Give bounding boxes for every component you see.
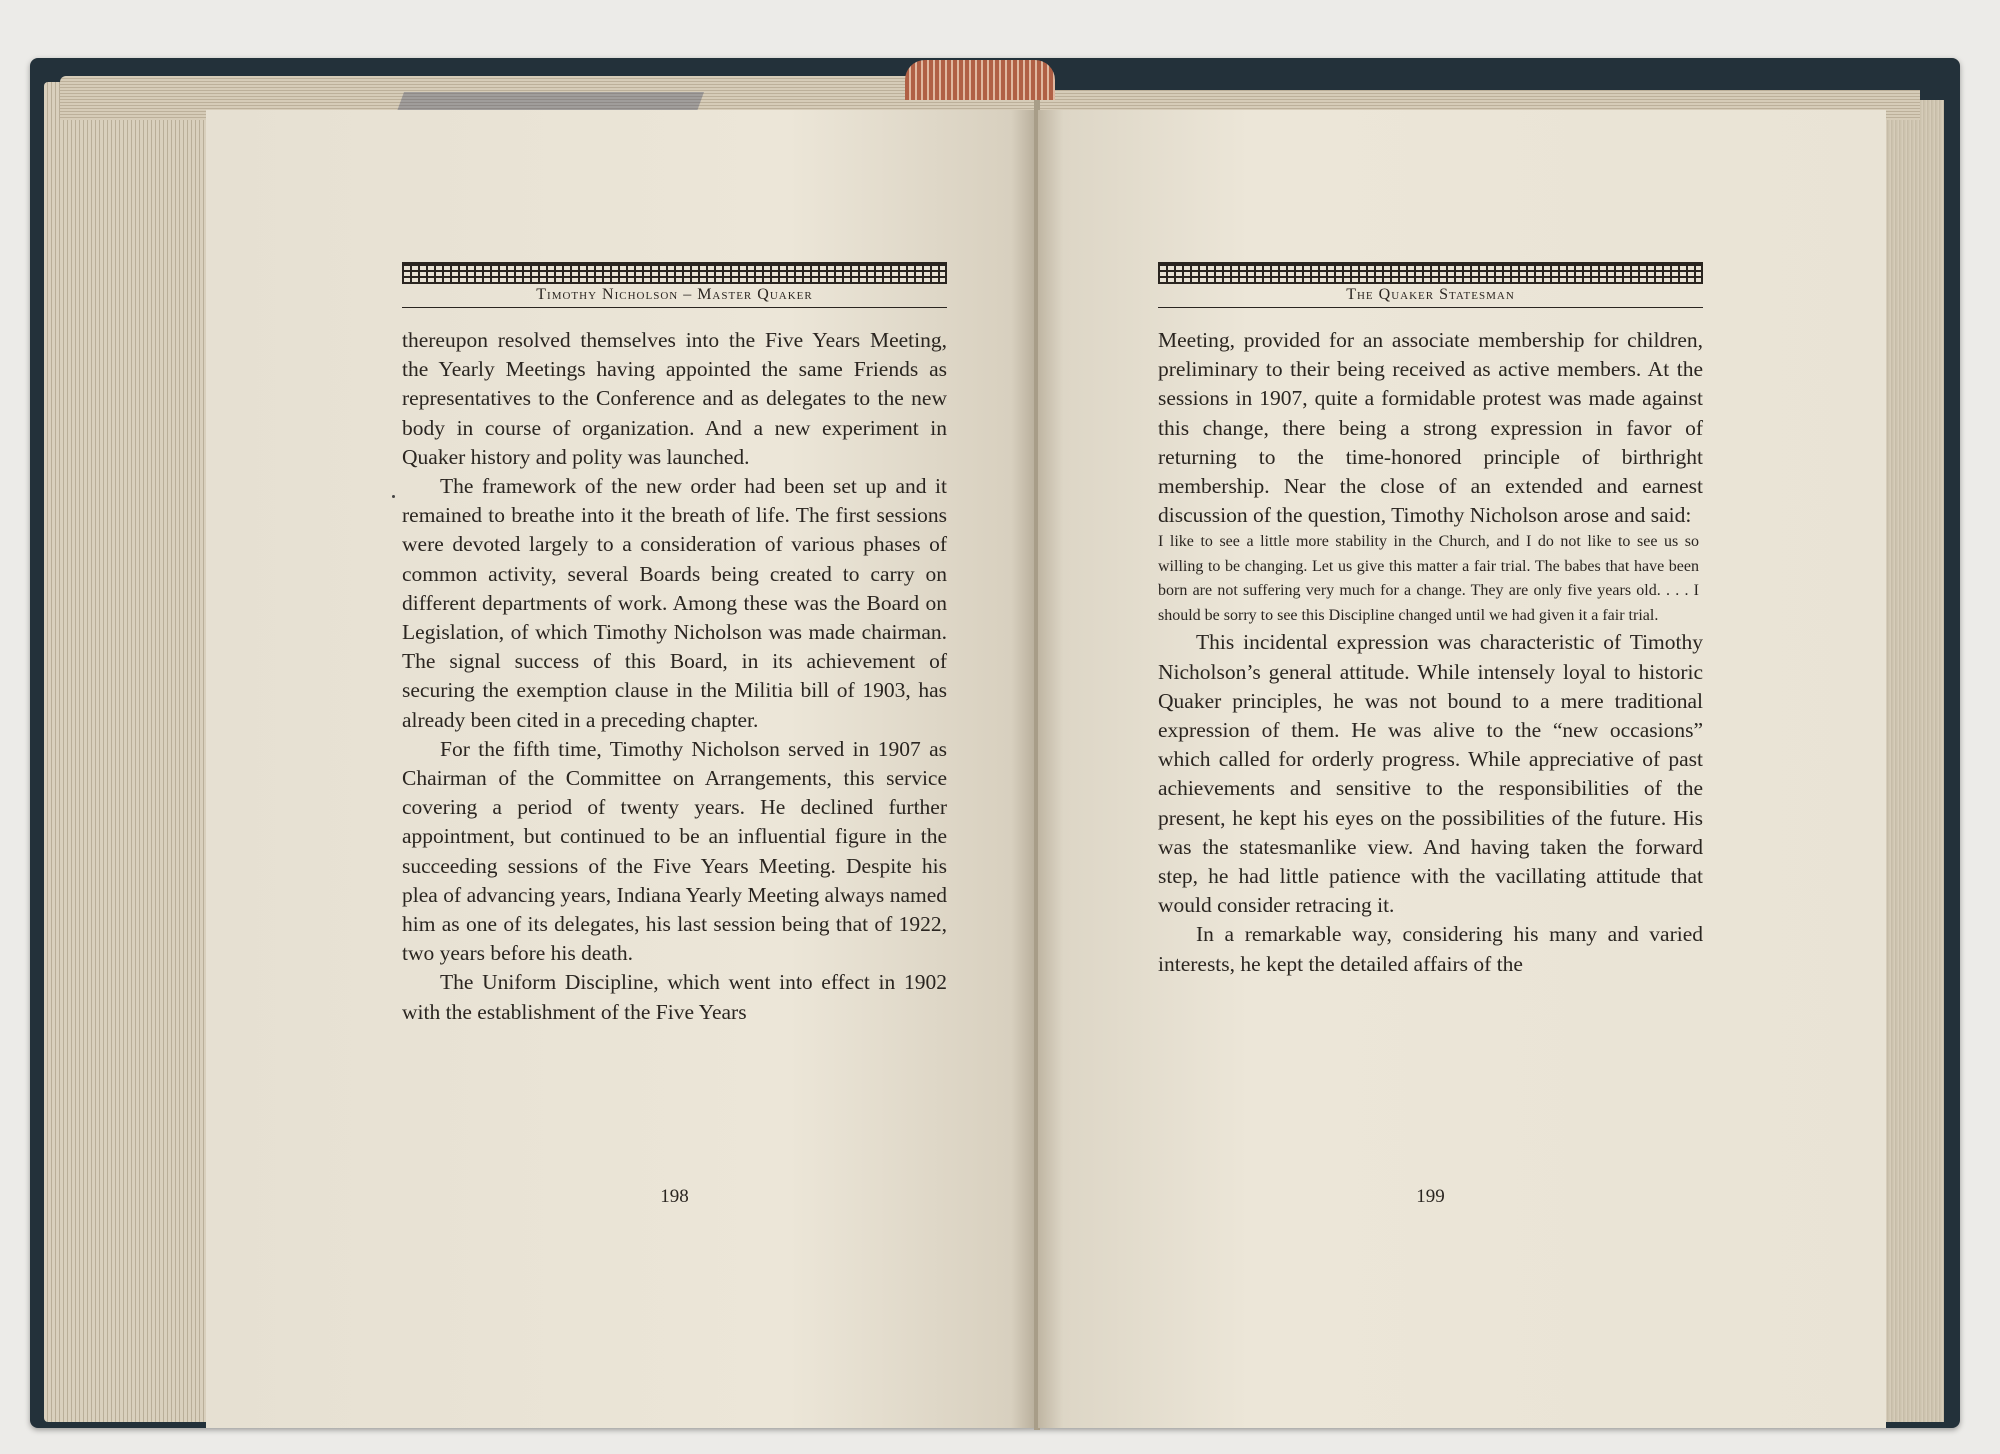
page-number: 198 [660, 1186, 689, 1207]
paragraph: The framework of the new order had been set up and it remained to breathe into it the breath of life. The first sessions were devoted largely to a consideration of various phases of common activity, several Boards being created to carry on different departments of work. Among these was the Board on Legislation, of which Timothy Nicholson was made chairman. The signal success of this Board, in its achievement of securing the exemption clause in the Militia bill of 1903, has already been cited in a preceding chapter. [402, 474, 947, 732]
page-number: 199 [1416, 1186, 1445, 1207]
running-head: The Quaker Statesman [1158, 286, 1703, 308]
margin-mark [392, 495, 395, 498]
page-edges-right [1880, 100, 1944, 1422]
paragraph: Meeting, provided for an associate membership for children, preliminary to their being received as active members. At the sessions in 1907, quite a formidable protest was made against this change, there being a strong expression in favor of returning to the time-honored principle of birthright membership. Near the close of an extended and earnest discussion of the question, Timothy Nicholson arose and said: [1158, 328, 1703, 528]
left-text-block [402, 262, 947, 1027]
paragraph: For the fifth time, Timothy Nicholson served in 1907 as Chairman of the Committee on Arrangements, this service covering a period of twenty years. He declined further appointment, but continued to be an influential figure in the succeeding sessions of the Five Years Meeting. Despite his plea of advancing years, Indiana Yearly Meeting always named him as one of its delegates, his last session being that of 1922, two years before his death. [402, 736, 947, 966]
left-page [206, 110, 1036, 1428]
paragraph: In a remarkable way, considering his many and varied interests, he kept the detailed affairs of the [1158, 922, 1703, 976]
header-ornament [1158, 262, 1703, 284]
headband [905, 60, 1055, 100]
paragraph: thereupon resolved themselves into the Five Years Meeting, the Yearly Meetings having appointed the same Friends as representatives to the Conference and as delegates to the new body in course of organization. And a new experiment in Quaker history and polity was launched. [402, 328, 947, 469]
running-head: Timothy Nicholson – Master Quaker [402, 286, 947, 308]
paragraph: The Uniform Discipline, which went into effect in 1902 with the establishment of the Five Years [402, 970, 947, 1024]
page-edges-left [44, 82, 214, 1422]
right-text-block [1158, 262, 1703, 979]
body-text [1158, 326, 1703, 979]
right-page [1038, 110, 1886, 1428]
block-quote: I like to see a little more stability in the Church, and I do not like to see us so willing to be changing. Let us give this matter a fair trial. The babes that have been born are not suffering very much for a change. They are only five years old. . . . I should be sorry to see this Discipline changed until we had given it a fair trial. [1158, 533, 1699, 624]
header-ornament [402, 262, 947, 284]
paragraph: This incidental expression was characteristic of Timothy Nicholson’s general attitude. While intensely loyal to historic Quaker principles, he was not bound to a mere traditional expression of them. He was alive to the “new occasions” which called for orderly progress. While appreciative of past achievements and sensitive to the responsibilities of the present, he kept his eyes on the possibilities of the future. His was the statesmanlike view. And having taken the forward step, he had little patience with the vacillating attitude that would consider retracing it. [1158, 630, 1703, 918]
body-text [402, 326, 947, 1027]
